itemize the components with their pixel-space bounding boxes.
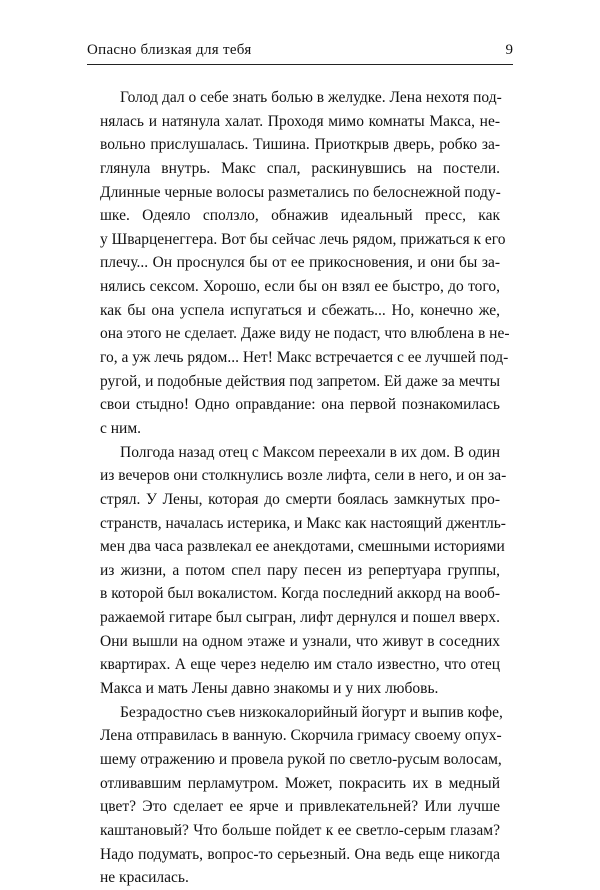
text-line: странств, началась истерика, и Макс как настоящий джентль- [100, 514, 506, 532]
text-line: она этого не сделает. Даже виду не подаст, что влюблена в не- [100, 325, 510, 343]
text-line: как бы она успела испугаться и сбежать... Но, конечно же, [100, 301, 500, 319]
running-title: Опасно близкая для тебя [87, 42, 252, 58]
text-line: цвет? Это сделает ее ярче и привлекательней? Или лучше [100, 798, 500, 816]
text-line: из жизни, а потом спел пару песен из репертуара группы, [100, 561, 500, 579]
text-line: Лена отправилась в ванную. Скорчила гримасу своему опух- [100, 727, 502, 745]
text-line: глянула внутрь. Макс спал, раскинувшись на постели. [100, 159, 500, 177]
text-line: го, а уж лечь рядом... Нет! Макс встречается с ее лучшей под- [100, 349, 509, 367]
text-line: стрял. У Лены, которая до смерти боялась замкнутых про- [100, 490, 500, 508]
text-line: каштановый? Что больше пойдет к ее светло-серым глазам? [100, 821, 500, 839]
text-line: шке. Одеяло сползло, обнажив идеальный пресс, как [100, 207, 500, 225]
text-line: отливавшим перламутром. Может, покрасить их в медный [100, 774, 500, 792]
text-line: ражаемой гитаре был сыгран, лифт дернулся и пошел вверх. [100, 609, 500, 627]
text-line: свои стыдно! Одно оправдание: она первой познакомилась [100, 396, 500, 414]
text-line: нялась и натянула халат. Проходя мимо комнаты Макса, не- [100, 112, 500, 130]
text-line: квартирах. А еще через неделю им стало известно, что отец [100, 656, 500, 674]
text-line: у Шварценеггера. Вот бы сейчас лечь рядом, прижаться к его [100, 230, 506, 248]
text-line: из вечеров они столкнулись возле лифта, сели в него, и он за- [100, 467, 507, 485]
text-line: плечу... Он проснулся бы от ее прикосновения, и они бы за- [100, 254, 500, 272]
text-line: с ним. [100, 419, 142, 437]
text-line: Длинные черные волосы разметались по белоснежной поду- [100, 183, 501, 201]
text-line: Макса и мать Лены давно знакомы и у них любовь. [100, 680, 439, 698]
page-number: 9 [505, 42, 513, 58]
page-header [87, 42, 513, 65]
text-line: шему отражению и провела рукой по светло-русым волосам, [100, 750, 502, 768]
body-text [100, 86, 510, 890]
text-line: Полгода назад отец с Максом переехали в их дом. В один [120, 443, 500, 461]
text-line: в которой был вокалистом. Когда последний аккорд на вооб- [100, 585, 501, 603]
text-line: Они вышли на одном этаже и узнали, что живут в соседних [100, 632, 500, 650]
text-line: не красилась. [100, 869, 189, 887]
text-line: вольно прислушалась. Тишина. Приоткрыв дверь, робко за- [100, 136, 500, 154]
text-line: ругой, и подобные действия под запретом. Ей даже за мечты [100, 372, 500, 390]
text-line: Голод дал о себе знать болью в желудке. Лена нехотя под- [120, 89, 502, 106]
text-line: Надо подумать, вопрос-то серьезный. Она ведь еще никогда [100, 845, 500, 863]
text-line: нялись сексом. Хорошо, если бы он взял ее быстро, до того, [100, 278, 500, 296]
text-line: Безрадостно съев низкокалорийный йогурт и выпив кофе, [120, 703, 503, 721]
text-line: мен два часа развлекал ее анекдотами, смешными историями [100, 538, 505, 556]
